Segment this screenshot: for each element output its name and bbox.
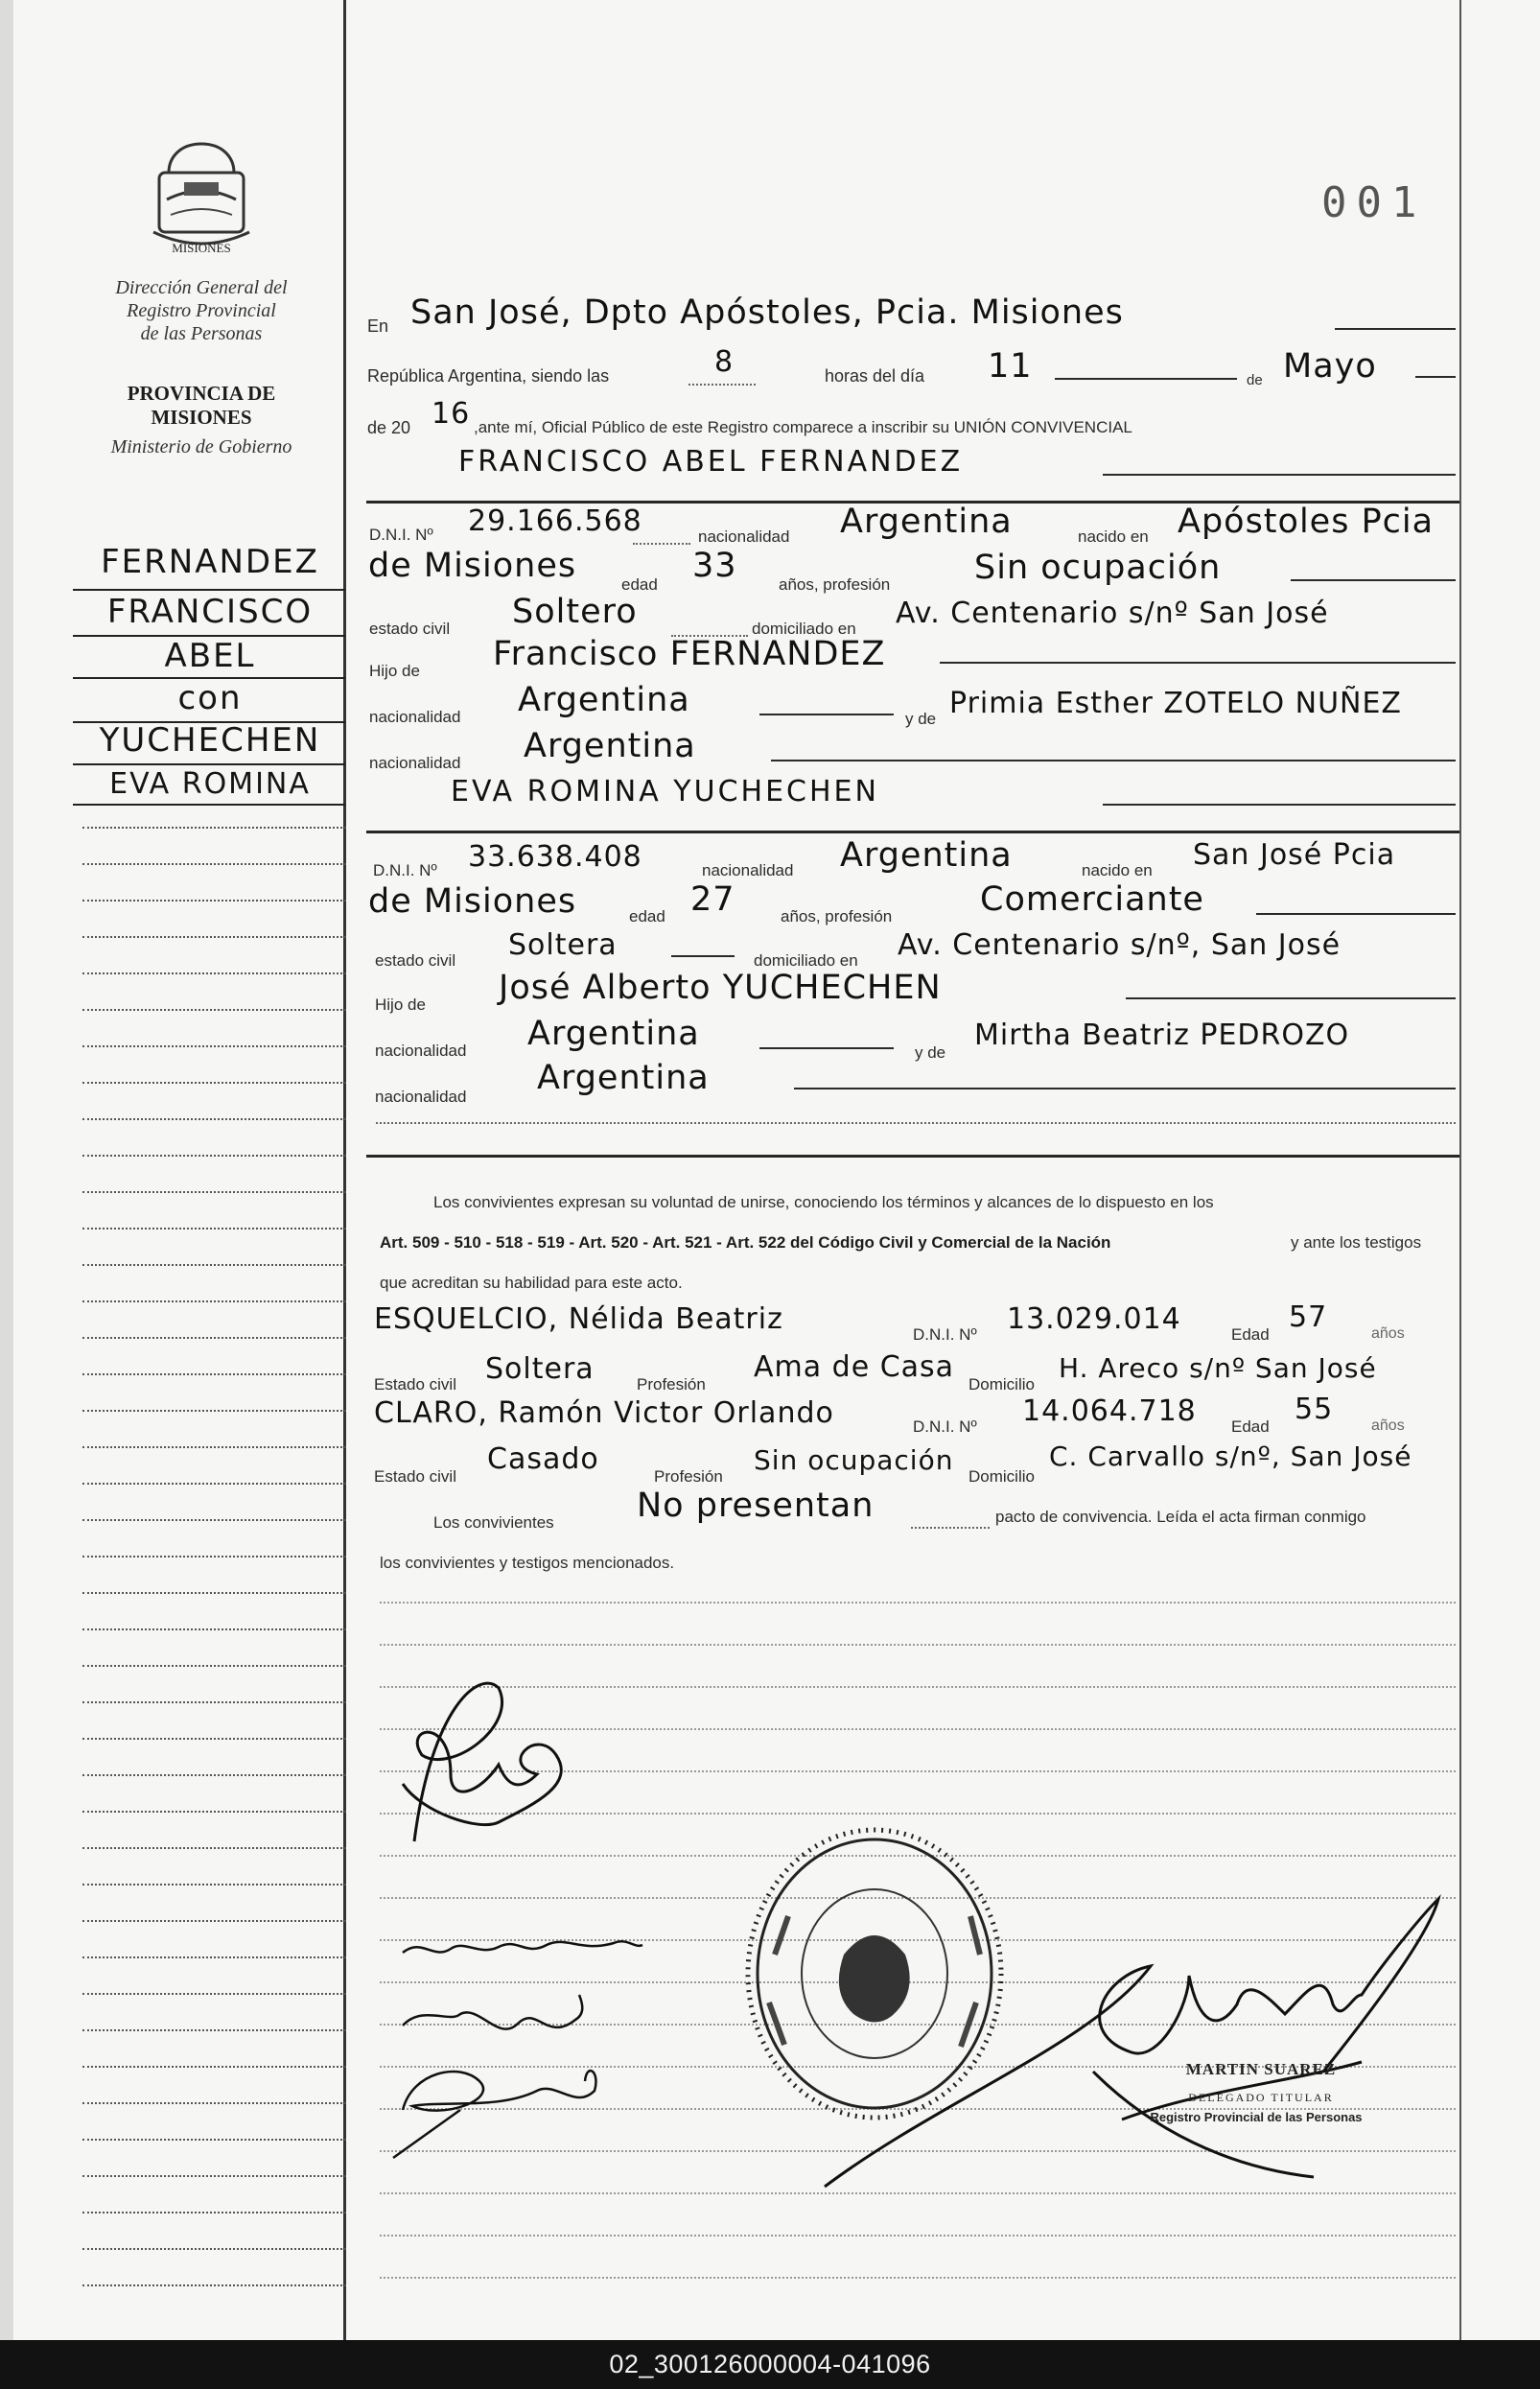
horas-label: horas del día (825, 366, 925, 386)
fill-dash (940, 662, 1456, 664)
margin-rule-line (82, 2139, 346, 2141)
index-name-1: FERNANDEZ (101, 543, 319, 581)
t-anos-label: años (1371, 1325, 1405, 1342)
nacionalidad-label: nacionalidad (702, 861, 794, 879)
margin-rule-line (82, 1519, 346, 1521)
index-name-4: con (177, 679, 243, 717)
index-name-3: ABEL (164, 637, 256, 675)
c2-madre-nac: Argentina (537, 1059, 710, 1097)
org-line-1: Dirección General del (115, 277, 288, 298)
c2-padre-nac: Argentina (527, 1015, 700, 1053)
t-dni-label: D.N.I. Nº (913, 1417, 977, 1436)
t-estado-civil-label: Estado civil (374, 1375, 456, 1394)
margin-divider (343, 0, 346, 2340)
fill-dash (671, 955, 735, 957)
official-stamp-office: Registro Provincial de las Personas (1150, 2110, 1363, 2124)
fill-dash (759, 714, 894, 715)
body-rule-line (380, 2150, 1456, 2152)
margin-rule-line (82, 1009, 346, 1011)
margin-rule-line (82, 1228, 346, 1230)
nacionalidad-label: nacionalidad (369, 754, 461, 772)
t-profesion-label: Profesión (637, 1375, 706, 1394)
t2-profesion: Sin ocupación (754, 1444, 954, 1476)
fill-dash (771, 760, 1456, 761)
t-profesion-label: Profesión (654, 1467, 723, 1486)
fill-dash (1103, 804, 1456, 806)
body-rule-line (380, 1770, 1456, 1772)
t1-profesion: Ama de Casa (754, 1350, 955, 1384)
margin-rule-line (82, 1628, 346, 1630)
dni-label: D.N.I. Nº (373, 861, 437, 879)
de-label: de (1247, 372, 1263, 388)
edad-label: edad (621, 575, 658, 594)
t-edad-label: Edad (1231, 1417, 1270, 1436)
org-line-2: Registro Provincial (127, 300, 276, 321)
margin-rule-line (82, 1556, 346, 1558)
fill-dash (1415, 376, 1456, 378)
index-underline (73, 804, 345, 806)
margin-rule-line (82, 900, 346, 902)
right-margin-line (1459, 0, 1461, 2340)
margin-rule-line (82, 2212, 346, 2213)
fill-dash (1335, 328, 1456, 330)
declaration-line-3: que acreditan su habilidad para este acto. (380, 1274, 683, 1292)
fill-dash (1126, 997, 1456, 999)
margin-rule-line (82, 2029, 346, 2031)
index-underline (73, 763, 345, 765)
declaration-line-2-end: y ante los testigos (1291, 1233, 1422, 1252)
los-convivientes-label: Los convivientes (433, 1513, 554, 1532)
t-edad-label: Edad (1231, 1325, 1270, 1344)
t-dni-label: D.N.I. Nº (913, 1325, 977, 1344)
c1-madre-nac: Argentina (524, 727, 696, 765)
c2-padre: José Alberto YUCHECHEN (499, 969, 942, 1007)
fill-dash (794, 1088, 1456, 1089)
declaration-line-1: Los convivientes expresan su voluntad de unirse, conociendo los términos y alcances de lo dispuesto en los (433, 1193, 1214, 1211)
index-underline (73, 589, 345, 591)
section-rule (366, 831, 1459, 833)
index-name-6: EVA ROMINA (109, 767, 311, 801)
province-crest (146, 140, 257, 265)
y-de-label: y de (905, 710, 937, 728)
year-suffix: 16 (432, 397, 471, 431)
margin-rule-line (82, 1155, 346, 1157)
nacionalidad-label: nacionalidad (698, 527, 790, 546)
fill-dots (688, 384, 756, 386)
mes-value: Mayo (1283, 347, 1377, 386)
t-domicilio-label: Domicilio (968, 1467, 1035, 1486)
margin-rule-line (82, 936, 346, 938)
margin-rule-line (82, 1592, 346, 1594)
anos-profesion-label: años, profesión (779, 575, 891, 594)
province-line-2: MISIONES (151, 406, 252, 429)
testigo2-signature (393, 2071, 595, 2158)
fill-dash (1055, 378, 1237, 380)
c2-nacido-1: San José Pcia (1193, 838, 1396, 872)
fill-dots (633, 543, 690, 545)
nacido-en-label: nacido en (1078, 527, 1149, 546)
margin-rule-line (82, 1446, 346, 1448)
c2-edad: 27 (690, 880, 735, 919)
domiciliado-label: domiciliado en (752, 620, 856, 638)
margin-rule-line (82, 1483, 346, 1485)
official-stamp-name: MARTIN SUAREZ (1185, 2060, 1337, 2078)
sidebar-org (82, 276, 321, 345)
margin-rule-line (82, 1337, 346, 1339)
margin-rule-line (82, 1847, 346, 1849)
estado-civil-label: estado civil (375, 951, 456, 970)
margin-rule-line (82, 1738, 346, 1740)
t1-dni: 13.029.014 (1007, 1302, 1181, 1336)
body-rule-line (380, 1602, 1456, 1604)
nacionalidad-label: nacionalidad (375, 1088, 467, 1106)
hijo-de-label: Hijo de (375, 995, 426, 1014)
closing-line-2: los convivientes y testigos mencionados. (380, 1554, 675, 1572)
paper-edge (0, 0, 13, 2340)
c1-nacido-2: de Misiones (368, 547, 577, 585)
t1-estado-civil: Soltera (485, 1352, 595, 1386)
en-label: En (367, 316, 389, 336)
lugar-value: San José, Dpto Apóstoles, Pcia. Misiones (410, 293, 1124, 332)
body-rule-line (380, 2235, 1456, 2237)
official-seal (731, 1811, 1018, 2137)
fill-dash (1256, 913, 1456, 915)
body-rule-line (380, 1728, 1456, 1730)
margin-rule-line (82, 1993, 346, 1995)
nacionalidad-label: nacionalidad (375, 1042, 467, 1060)
domiciliado-label: domiciliado en (754, 951, 858, 970)
fill-dots (911, 1527, 990, 1529)
fill-dash (759, 1047, 894, 1049)
c1-madre: Primia Esther ZOTELO NUÑEZ (949, 687, 1402, 720)
margin-rule-line (82, 2248, 346, 2250)
c1-padre: Francisco FERNANDEZ (493, 635, 886, 673)
margin-rule-line (82, 1264, 346, 1266)
c1-domicilio: Av. Centenario s/nº San José (896, 597, 1329, 630)
c1-profesion: Sin ocupación (974, 549, 1222, 587)
t2-dni: 14.064.718 (1022, 1394, 1197, 1428)
c2-dni: 33.638.408 (468, 840, 642, 874)
nacionalidad-label: nacionalidad (369, 708, 461, 726)
t2-domicilio: C. Carvallo s/nº, San José (1049, 1440, 1412, 1472)
margin-rule-line (82, 972, 346, 974)
fill-dash (1103, 474, 1456, 476)
sidebar-province (82, 382, 321, 430)
c1-edad: 33 (692, 547, 737, 585)
estado-civil-label: estado civil (369, 620, 451, 638)
org-line-3: de las Personas (140, 323, 263, 344)
declaration-articles: Art. 509 - 510 - 518 - 519 - Art. 520 - Art. 521 - Art. 522 del Código Civil y Comercial de la Nación (380, 1233, 1111, 1252)
body-rule-line (380, 1686, 1456, 1688)
c2-profesion: Comerciante (980, 880, 1204, 919)
margin-rule-line (82, 1373, 346, 1375)
margin-rule-line (82, 1082, 346, 1084)
c2-domicilio: Av. Centenario s/nº, San José (898, 928, 1342, 962)
pacto-text: pacto de convivencia. Leída el acta firman conmigo (995, 1508, 1366, 1526)
t2-estado-civil: Casado (487, 1442, 599, 1476)
dia-value: 11 (988, 347, 1033, 386)
anos-profesion-label: años, profesión (781, 907, 893, 925)
margin-rule-line (82, 1045, 346, 1047)
hijo-de-label: Hijo de (369, 662, 420, 680)
margin-rule-line (82, 1956, 346, 1958)
c1-dni: 29.166.568 (468, 504, 642, 538)
t-domicilio-label: Domicilio (968, 1375, 1035, 1394)
scan-footer-code: 02_300126000004-041096 (0, 2340, 1540, 2389)
conviviente2-name: EVA ROMINA YUCHECHEN (451, 775, 879, 808)
margin-rule-line (82, 827, 346, 829)
t1-name: ESQUELCIO, Nélida Beatriz (374, 1302, 783, 1336)
hora-value: 8 (714, 345, 735, 379)
crest-label: MISIONES (172, 241, 231, 255)
margin-rule-line (82, 1300, 346, 1302)
margin-rule-line (82, 1191, 346, 1193)
ante-mi-text: ,ante mí, Oficial Público de este Registro comparece a inscribir su UNIÓN CONVIVENCIAL (474, 418, 1132, 436)
record-counter: 001 (1321, 178, 1427, 227)
t-anos-label: años (1371, 1417, 1405, 1434)
pacto-value: No presentan (637, 1487, 875, 1525)
c2-madre: Mirtha Beatriz PEDROZO (974, 1019, 1350, 1052)
margin-rule-line (82, 2284, 346, 2286)
body-rule-line (380, 2192, 1456, 2194)
y-de-label: y de (915, 1043, 946, 1062)
dni-label: D.N.I. Nº (369, 526, 433, 544)
margin-rule-line (82, 1665, 346, 1667)
t1-edad: 57 (1289, 1300, 1328, 1334)
margin-rule-line (82, 1811, 346, 1813)
t2-name: CLARO, Ramón Victor Orlando (374, 1396, 834, 1430)
t2-edad: 55 (1295, 1393, 1334, 1426)
c1-padre-nac: Argentina (518, 681, 690, 719)
fill-dots (376, 1122, 1456, 1124)
margin-rule-line (82, 1701, 346, 1703)
c2-nacionalidad: Argentina (840, 836, 1013, 875)
margin-rule-line (82, 863, 346, 865)
nacido-en-label: nacido en (1082, 861, 1153, 879)
c1-estado-civil: Soltero (512, 593, 638, 631)
c2-nacido-2: de Misiones (368, 882, 577, 921)
body-rule-line (380, 2277, 1456, 2279)
c1-nacionalidad: Argentina (840, 503, 1013, 541)
t-estado-civil-label: Estado civil (374, 1467, 456, 1486)
conviviente1-name: FRANCISCO ABEL FERNANDEZ (458, 445, 964, 479)
conviviente1-signature (403, 1683, 561, 1841)
fill-dash (1291, 579, 1456, 581)
province-line-1: PROVINCIA DE (127, 382, 276, 405)
c2-estado-civil: Soltera (508, 928, 618, 962)
margin-rule-line (82, 1920, 346, 1922)
sidebar-ministry: Ministerio de Gobierno (110, 436, 292, 457)
t1-domicilio: H. Areco s/nº San José (1059, 1352, 1377, 1384)
conviviente2-signature (403, 1941, 642, 1953)
section-rule (366, 1155, 1459, 1158)
edad-label: edad (629, 907, 665, 925)
official-stamp-title: DELEGADO TITULAR (1188, 2091, 1334, 2104)
c1-nacido-1: Apóstoles Pcia (1178, 503, 1435, 541)
margin-rule-line (82, 2066, 346, 2068)
margin-rule-line (82, 1118, 346, 1120)
margin-rule-line (82, 1884, 346, 1885)
body-rule-line (380, 1644, 1456, 1646)
republica-label: República Argentina, siendo las (367, 366, 610, 386)
margin-rule-line (82, 1774, 346, 1776)
index-name-5: YUCHECHEN (99, 721, 321, 760)
year-prefix: de 20 (367, 418, 411, 437)
margin-rule-line (82, 1410, 346, 1412)
index-name-2: FRANCISCO (106, 593, 314, 631)
margin-rule-line (82, 2102, 346, 2104)
margin-rule-line (82, 2175, 346, 2177)
